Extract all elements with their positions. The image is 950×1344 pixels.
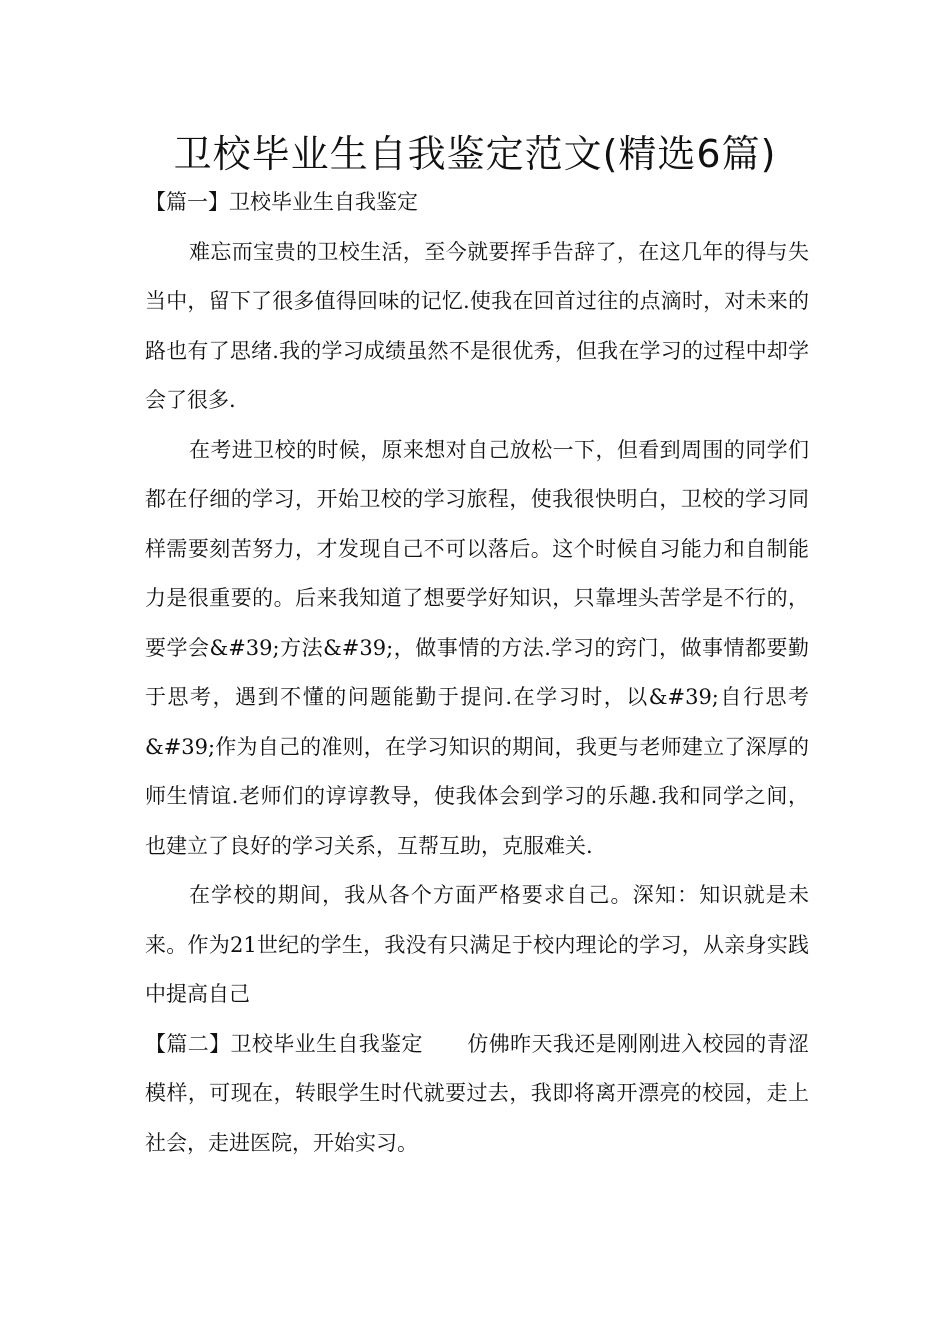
section-heading-1: 【篇一】卫校毕业生自我鉴定 <box>145 190 418 214</box>
document-body <box>145 178 809 1168</box>
paragraph-3: 在学校的期间，我从各个方面严格要求自己。深知：知识就是未来。作为21世纪的学生，我没有只满足于校内理论的学习，从亲身实践中提高自己 <box>145 883 809 1006</box>
section-heading-2: 【篇二】卫校毕业生自我鉴定 <box>145 1031 423 1056</box>
paragraph-1: 难忘而宝贵的卫校生活，至今就要挥手告辞了，在这几年的得与失当中，留下了很多值得回味的记忆.使我在回首过往的点滴时，对未来的路也有了思绪.我的学习成绩虽然不是很优秀，但我在学习的过程中却学会了很多. <box>145 239 809 412</box>
section-2 <box>145 1020 809 1169</box>
document-title: 卫校毕业生自我鉴定范文(精选6篇) <box>173 132 777 176</box>
paragraph-2: 在考进卫校的时候，原来想对自己放松一下，但看到周围的同学们都在仔细的学习，开始卫校的学习旅程，使我很快明白，卫校的学习同样需要刻苦努力，才发现自己不可以落后。这个时候自习能力和自制能力是很重要的。后来我知道了想要学好知识，只靠埋头苦学是不行的，要学会&#39;方法&#39;，做事情的方法.学习的窍门，做事情都要勤于思考，遇到不懂的问题能勤于提问.在学习时，以&#39;自行思考&#39;作为自己的准则，在学习知识的期间，我更与老师建立了深厚的师生情谊.老师们的谆谆教导，使我体会到学习的乐趣.我和同学之间，也建立了良好的学习关系，互帮互助，克服难关. <box>145 437 809 858</box>
section-2-text: 仿佛昨天我还是刚刚进入校园的青涩模样，可现在，转眼学生时代就要过去，我即将离开漂亮的校园，走上社会，走进医院，开始实习。 <box>145 1031 810 1155</box>
